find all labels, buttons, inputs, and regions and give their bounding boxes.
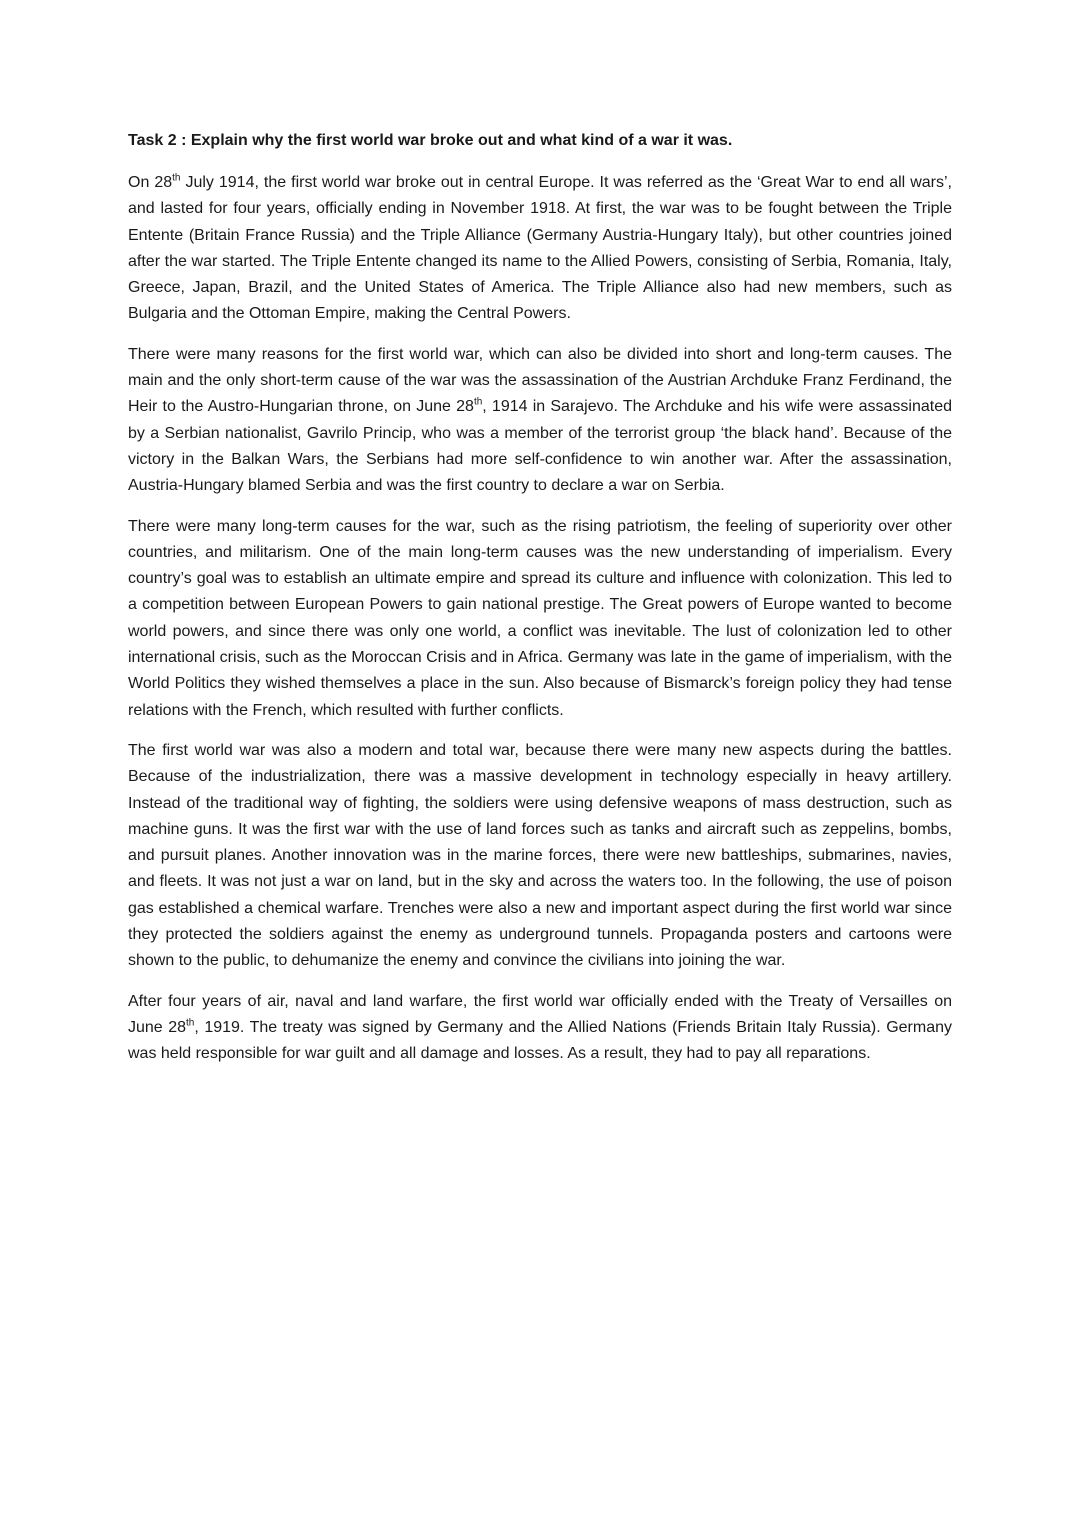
body-text xyxy=(128,170,952,1068)
paragraph xyxy=(128,989,952,1068)
paragraph-text: The first world war was also a modern and total war, because there were many new aspects during the battles. Because of the industrialization, there was a massive development in technology especially in heavy artillery. Instead of the traditional way of fighting, the soldiers were using defensive weapons of mass destruction, such as machine guns. It was the first war with the use of land forces such as tanks and aircraft such as zeppelins, bombs, and pursuit planes. Another innovation was in the marine forces, there were new battleships, submarines, navies, and fleets. It was not just a war on land, but in the sky and across the waters too. In the following, the use of poison gas established a chemical warfare. Trenches were also a new and important aspect during the first world war since they protected the soldiers against the enemy as underground tunnels. Propaganda posters and cartoons were shown to the public, to dehumanize the enemy and convince the civilians into joining the war. xyxy=(128,741,952,970)
paragraph-text: After four years of air, naval and land warfare, the first world war officially ended with the Treaty of Versailles on June 28 xyxy=(128,992,952,1036)
ordinal-suffix: th xyxy=(473,397,483,409)
ordinal-suffix: th xyxy=(186,1017,195,1029)
paragraph-text: , 1914 in Sarajevo. The Archduke and his wife were assassinated by a Serbian nationalist, Gavrilo Princip, who was a member of the terrorist group ‘the black hand’. Because of the victory in the Balkan Wars, the Serbians had more self-confidence to win another war. After the assassination, Austria-Hungary blamed Serbia and was the first country to declare a war on Serbia. xyxy=(128,398,953,495)
paragraph-text: , 1919. The treaty was signed by Germany and the Allied Nations (Friends Britain Italy Russia). Germany was held responsible for war guilt and all damage and losses. As a result, they had to pay all reparations. xyxy=(128,1018,952,1063)
paragraph-text: July 1914, the first world war broke out in central Europe. It was referred as the ‘Great War to end all wars’, and lasted for four years, officially ending in November 1918. At first, the war was to be fought between the Triple Entente (Britain France Russia) and the Triple Alliance (Germany Austria-Hungary Italy), but other countries joined after the war started. The Triple Entente changed its name to the Allied Powers, consisting of Serbia, Romania, Italy, Greece, Japan, Brazil, and the United States of America. The Triple Alliance also had new members, such as Bulgaria and the Ottoman Empire, making the Central Powers. xyxy=(128,174,952,323)
document-page xyxy=(128,128,952,1082)
paragraph-text: On 28 xyxy=(128,174,173,191)
ordinal-suffix: th xyxy=(172,172,181,184)
task-heading: Task 2 : Explain why the first world war broke out and what kind of a war it was. xyxy=(128,132,733,149)
paragraph xyxy=(128,342,952,500)
paragraph xyxy=(128,738,952,975)
paragraph-text: There were many long-term causes for the war, such as the rising patriotism, the feeling of superiority over other countries, and militarism. One of the main long-term causes was the new understanding of imperialism. Every country’s goal was to establish an ultimate empire and spread its culture and influence with colonization. This led to a competition between European Powers to gain national prestige. The Great powers of Europe wanted to become world powers, and since there was only one world, a conflict was inevitable. The lust of colonization led to other international crisis, such as the Moroccan Crisis and in Africa. Germany was late in the game of imperialism, with the World Politics they wished themselves a place in the sun. Also because of Bismarck’s foreign policy they had tense relations with the French, which resulted with further conflicts. xyxy=(128,517,952,719)
paragraph xyxy=(128,514,952,724)
paragraph xyxy=(128,170,952,328)
paragraph-text: There were many reasons for the first world war, which can also be divided into short and long-term causes. The main and the only short-term cause of the war was the assassination of the Austrian Archduke Franz Ferdinand, the Heir to the Austro-Hungarian throne, on June 28 xyxy=(128,345,952,416)
